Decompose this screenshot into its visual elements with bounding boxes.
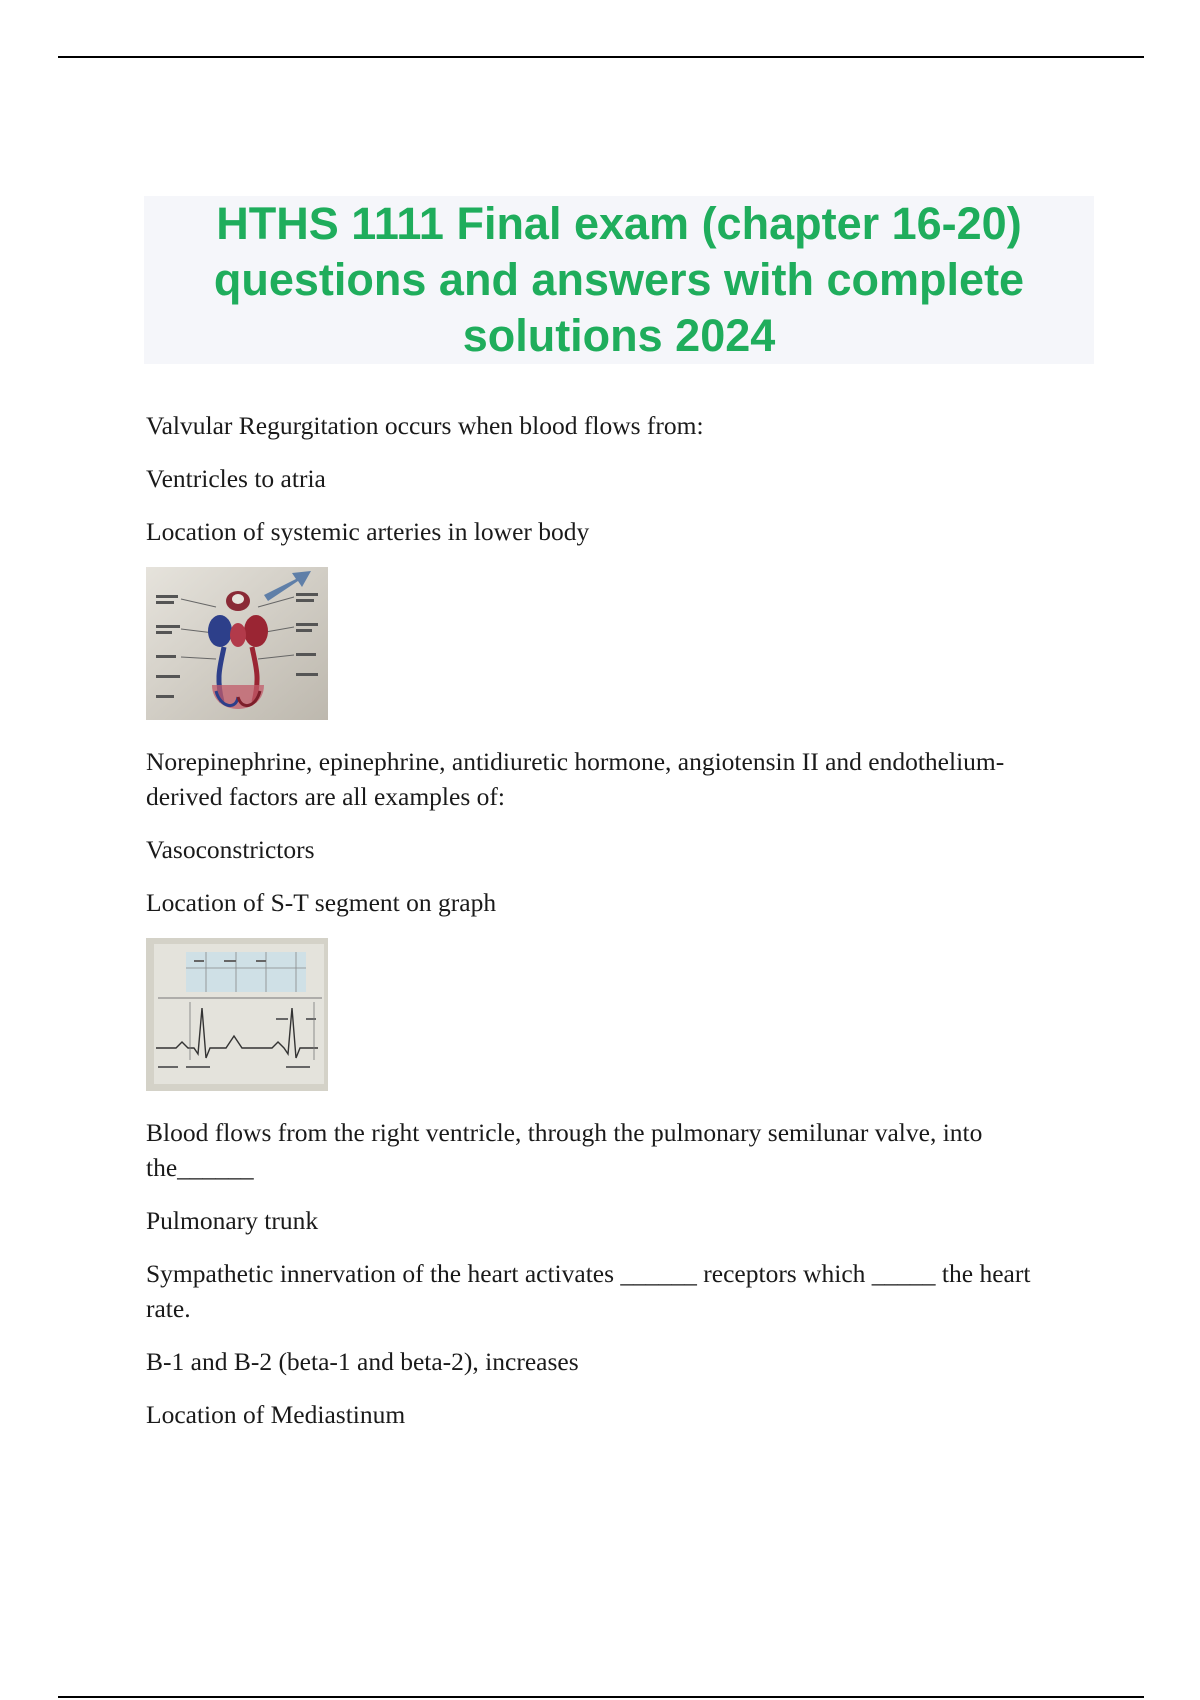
answer-text: B-1 and B-2 (beta-1 and beta-2), increases — [146, 1347, 579, 1376]
question-text: Valvular Regurgitation occurs when blood flows from: — [146, 411, 704, 440]
question-text: Location of S-T segment on graph — [146, 888, 497, 917]
question-text: Location of Mediastinum — [146, 1400, 406, 1429]
answer-text: Vasoconstrictors — [146, 835, 315, 864]
question-text: Sympathetic innervation of the heart activates ______ receptors which _____ the heart rate. — [146, 1259, 1031, 1323]
ecg-graph-image — [146, 938, 328, 1091]
bottom-rule — [58, 1696, 1144, 1698]
document-title: HTHS 1111 Final exam (chapter 16-20) questions and answers with complete solutions 2024 — [213, 198, 1025, 361]
answer-text: Ventricles to atria — [146, 464, 326, 493]
question-text: Blood flows from the right ventricle, through the pulmonary semilunar valve, into the______ — [146, 1118, 983, 1182]
document-body — [146, 408, 1076, 1450]
circulatory-system-diagram-image — [146, 567, 328, 720]
question-text: Norepinephrine, epinephrine, antidiuretic hormone, angiotensin II and endothelium-derived factors are all examples of: — [146, 747, 1005, 811]
answer-text: Pulmonary trunk — [146, 1206, 319, 1235]
question-text: Location of systemic arteries in lower body — [146, 517, 590, 546]
top-rule — [58, 56, 1144, 58]
title-banner — [144, 196, 1094, 364]
